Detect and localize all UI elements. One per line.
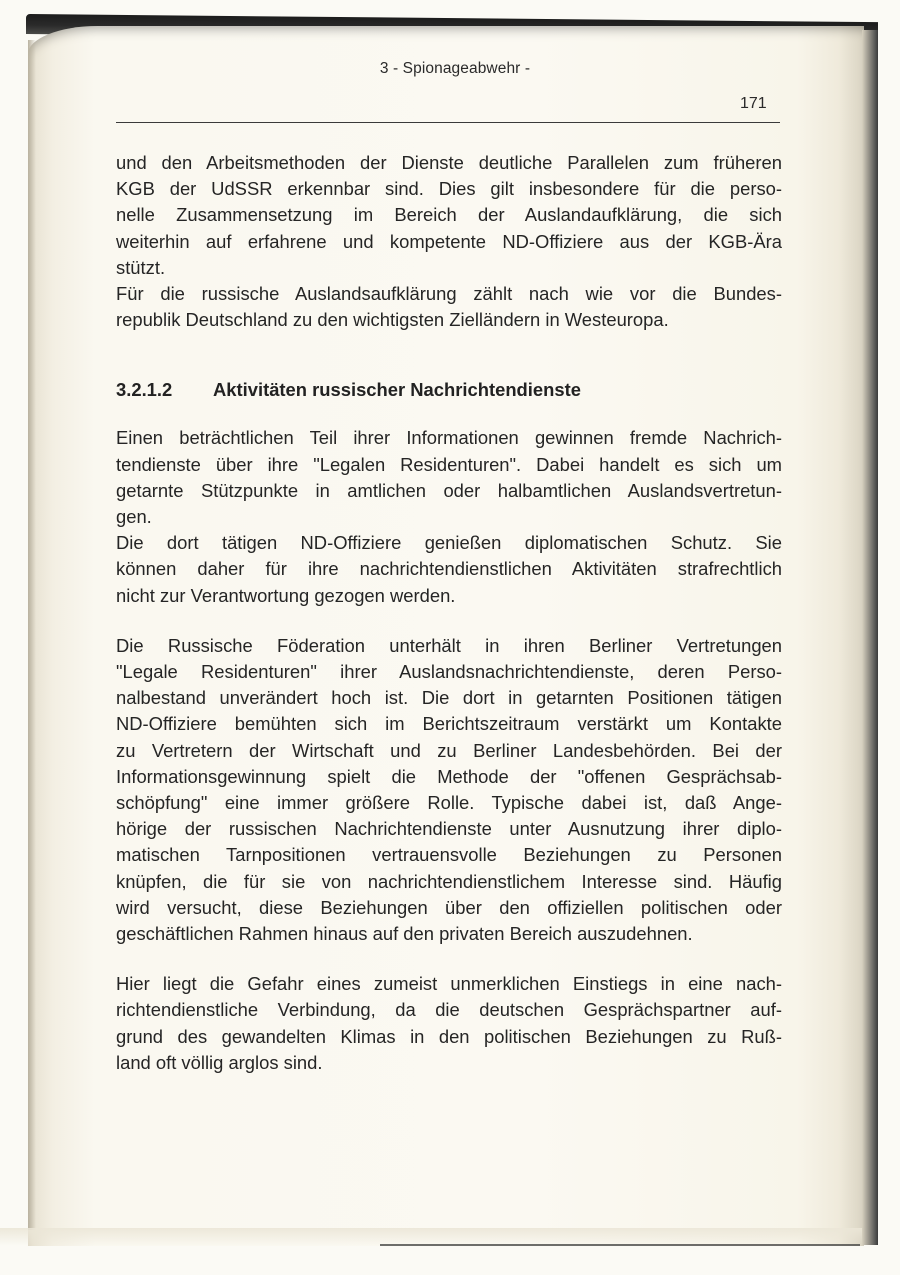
text-line: KGB der UdSSR erkennbar sind. Dies gilt insbesondere für die perso- [116, 178, 782, 200]
paragraph-2 [116, 281, 782, 333]
page-gutter-shadow [28, 40, 36, 1230]
text-line: Für die russische Auslandsaufklärung zählt nach wie vor die Bundes- [116, 283, 782, 305]
text-line: Die dort tätigen ND-Offiziere genießen diplomatischen Schutz. Sie [116, 532, 782, 554]
text-line: nalbestand unverändert hoch ist. Die dort in getarnten Positionen tätigen [116, 687, 782, 709]
text-line: Hier liegt die Gefahr eines zumeist unmerklichen Einstiegs in eine nach- [116, 973, 782, 995]
text-line: nelle Zusammensetzung im Bereich der Auslandaufklärung, die sich [116, 204, 782, 226]
page-right-edge [862, 30, 878, 1245]
text-line: schöpfung" eine immer größere Rolle. Typische dabei ist, daß Ange- [116, 792, 782, 814]
text-line: "Legale Residenturen" ihrer Auslandsnachrichtendienste, deren Perso- [116, 661, 782, 683]
spacer [116, 403, 782, 425]
header-rule [116, 122, 780, 123]
section-heading [116, 377, 782, 403]
page-number: 171 [740, 95, 767, 112]
paragraph-3 [116, 425, 782, 530]
text-line: gen. [116, 506, 152, 528]
text-line: grund des gewandelten Klimas in den politischen Beziehungen zu Ruß- [116, 1025, 782, 1047]
text-line: hörige der russischen Nachrichtendienste unter Ausnutzung ihrer diplo- [116, 818, 782, 840]
text-line: land oft völlig arglos sind. [116, 1051, 323, 1073]
text-line: stützt. [116, 256, 166, 278]
text-line: republik Deutschland zu den wichtigsten Zielländern in Westeuropa. [116, 309, 669, 331]
spacer [116, 609, 782, 633]
text-line: weiterhin auf erfahrene und kompetente ND-Offiziere aus der KGB-Ära [116, 230, 782, 252]
text-line: können daher für ihre nachrichtendienstlichen Aktivitäten strafrechtlich [116, 558, 782, 580]
text-line: tendienste über ihre "Legalen Residenturen". Dabei handelt es sich um [116, 453, 782, 475]
text-line: geschäftlichen Rahmen hinaus auf den privaten Bereich auszudehnen. [116, 923, 693, 945]
text-line: richtendienstliche Verbindung, da die deutschen Gesprächspartner auf- [116, 999, 782, 1021]
text-line: knüpfen, die für sie von nachrichtendienstlichem Interesse sind. Häufig [116, 870, 782, 892]
paragraph-6 [116, 971, 782, 1076]
section-title: Aktivitäten russischer Nachrichtendienste [213, 379, 581, 401]
text-line: und den Arbeitsmethoden der Dienste deutliche Parallelen zum früheren [116, 152, 782, 173]
text-line: matischen Tarnpositionen vertrauensvolle Beziehungen zu Personen [116, 844, 782, 866]
spacer [116, 947, 782, 971]
text-line: zu Vertretern der Wirtschaft und zu Berliner Landesbehörden. Bei der [116, 739, 782, 761]
text-line: Informationsgewinnung spielt die Methode der "offenen Gesprächsab- [116, 765, 782, 787]
text-line: getarnte Stützpunkte in amtlichen oder halbamtlichen Auslandsvertretun- [116, 479, 782, 501]
text-line: Einen beträchtlichen Teil ihrer Informationen gewinnen fremde Nachrich- [116, 427, 782, 449]
page-body [116, 150, 782, 1076]
page-bottom-line [380, 1244, 860, 1246]
paragraph-4 [116, 530, 782, 609]
running-head: 3 - Spionageabwehr - [379, 60, 531, 77]
text-line: nicht zur Verantwortung gezogen werden. [116, 584, 456, 606]
section-number: 3.2.1.2 [116, 379, 173, 401]
paragraph-5 [116, 633, 782, 947]
spacer [116, 333, 782, 377]
paragraph-1 [116, 150, 782, 281]
text-line: ND-Offiziere bemühten sich im Berichtszeitraum verstärkt um Kontakte [116, 713, 782, 735]
text-line: Die Russische Föderation unterhält in ihren Berliner Vertretungen [116, 634, 782, 656]
text-line: wird versucht, diese Beziehungen über den offiziellen politischen oder [116, 896, 782, 918]
